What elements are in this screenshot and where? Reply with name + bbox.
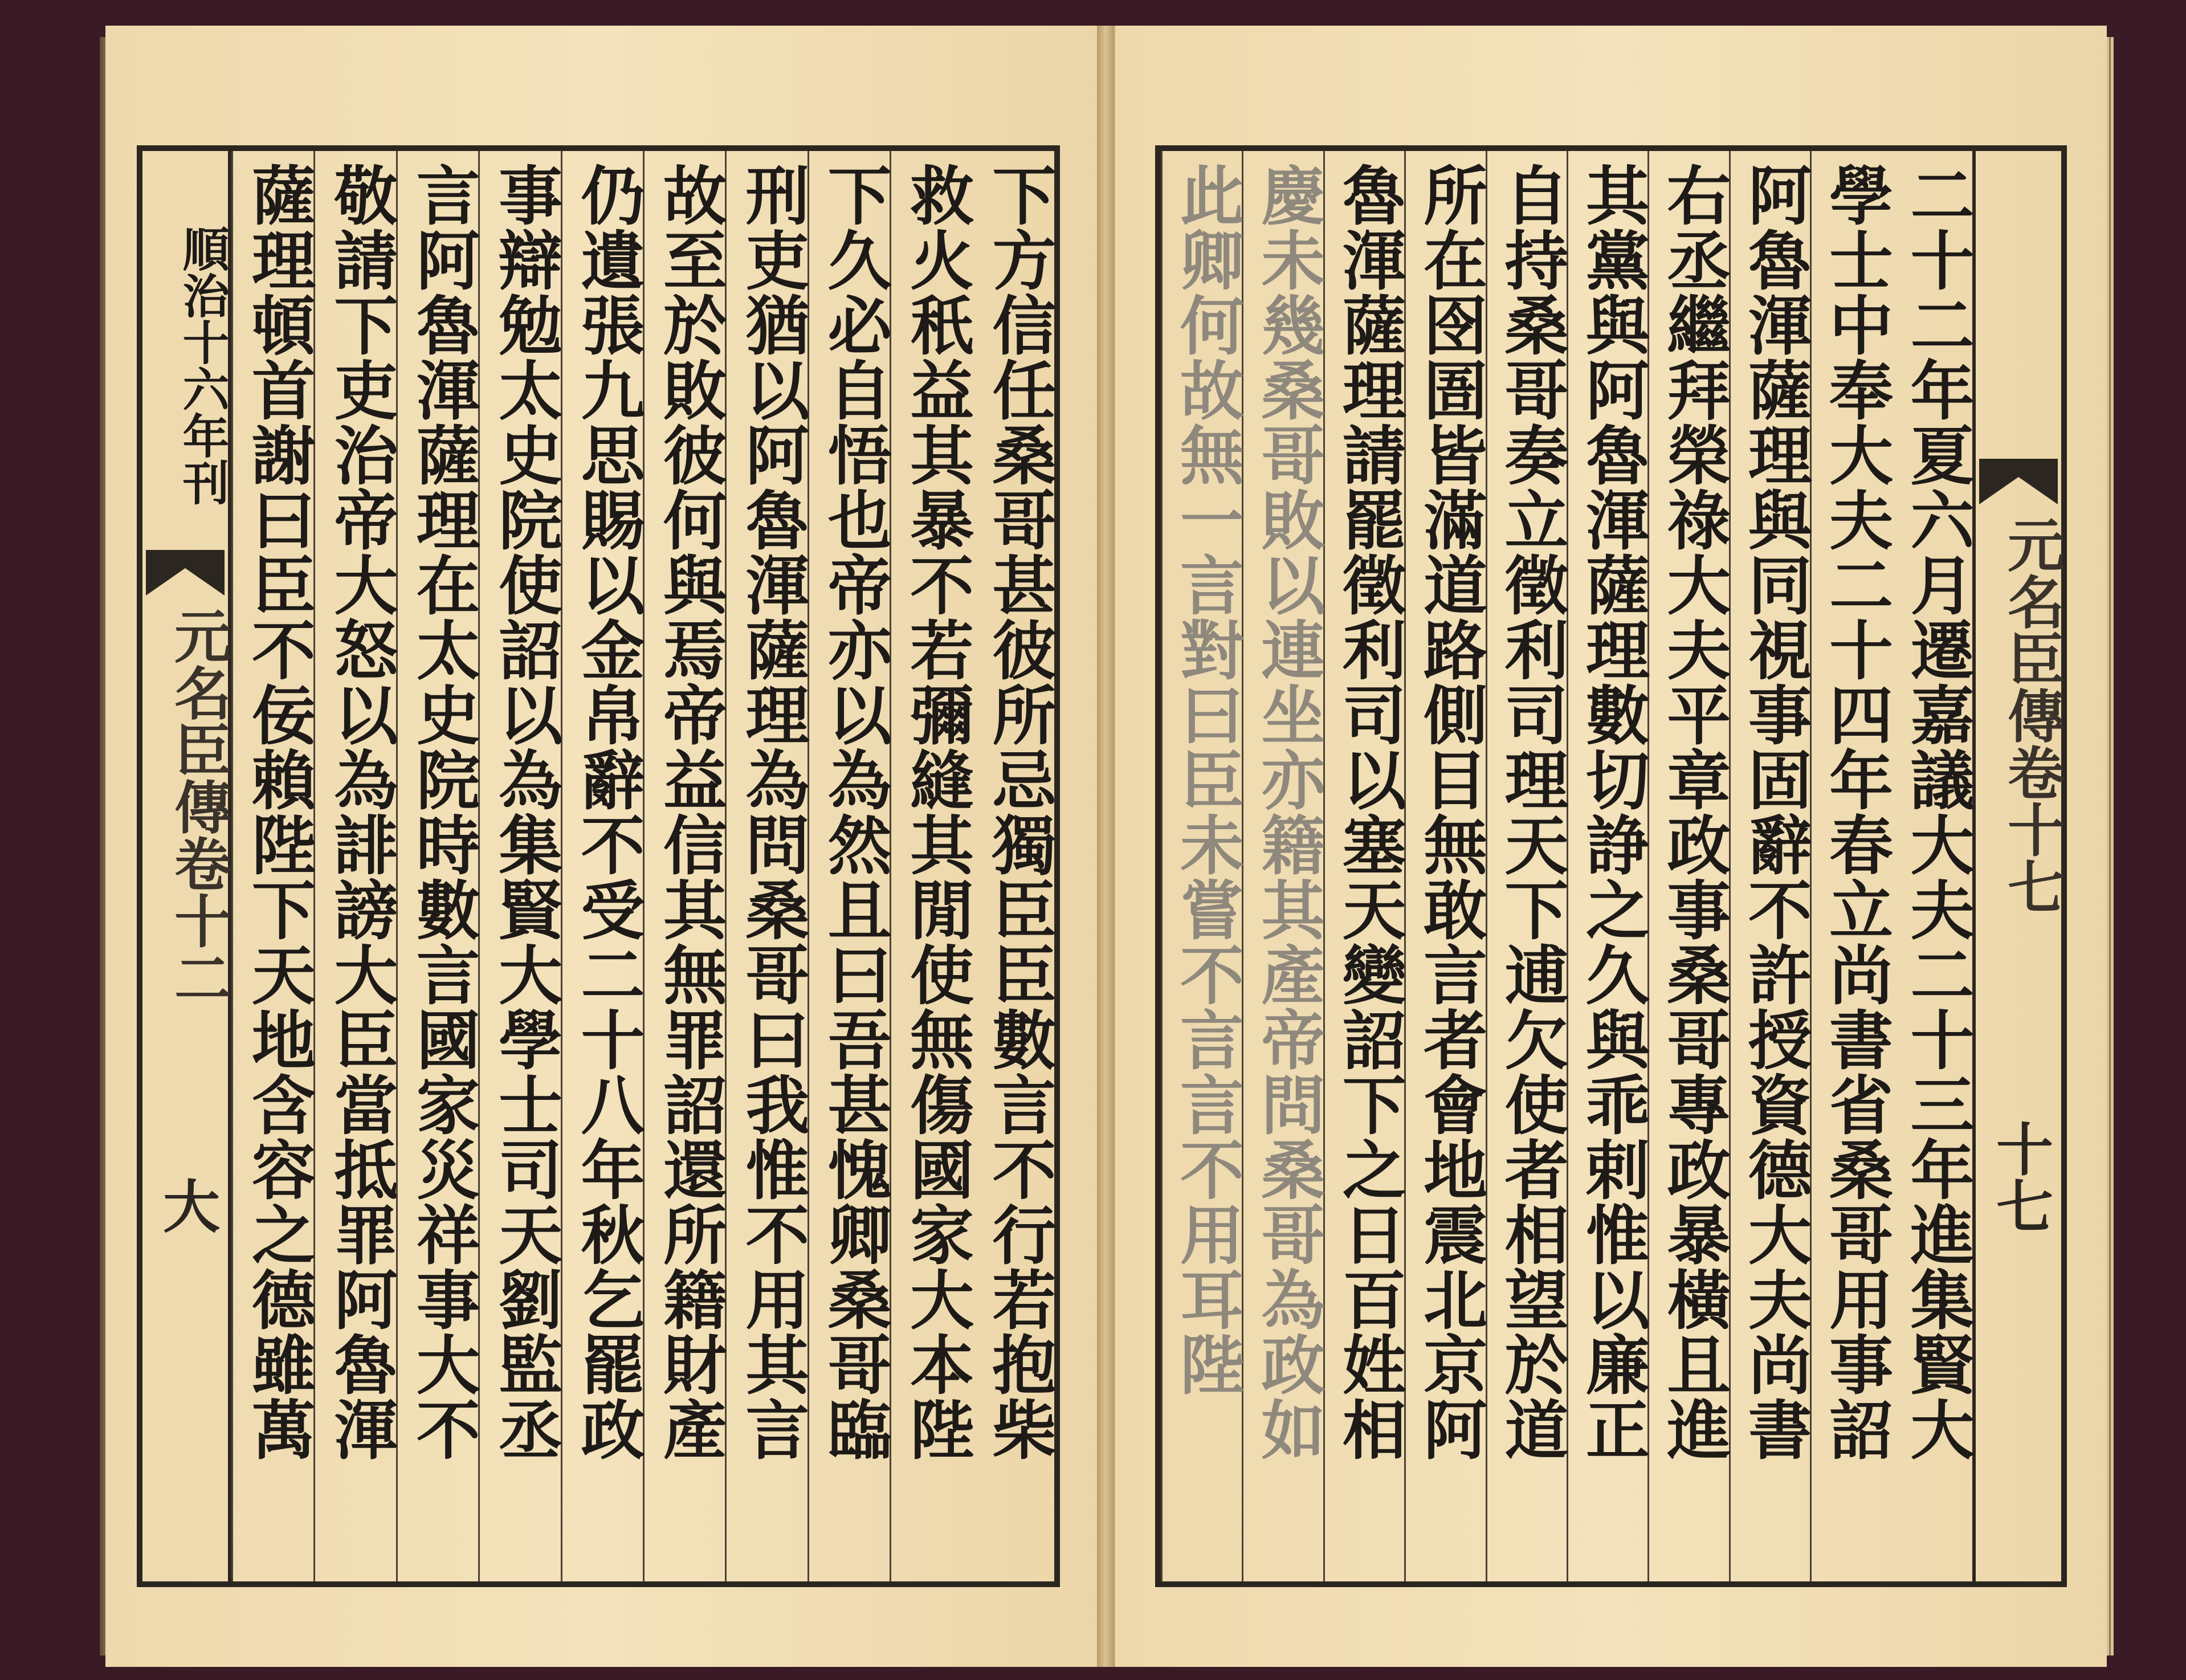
right-margin-strip — [1972, 151, 2065, 1581]
text-column: 其黨與阿魯渾薩理數切諍之久與乖剌惟以廉正 — [1567, 151, 1647, 1581]
text-column: 阿魯渾薩理與同視事固辭不許授資德大夫尚書 — [1729, 151, 1810, 1581]
page-number: 大 — [153, 1177, 221, 1234]
print-date-footer: 順治十六年刊 — [175, 225, 230, 505]
left-margin-strip — [142, 151, 231, 1581]
text-column: 二十二年夏六月遷嘉議大夫二十三年進集賢大 — [1900, 162, 1975, 1462]
open-book — [105, 26, 2106, 1667]
fishtail-mark — [1979, 459, 2058, 504]
text-column: 言阿魯渾薩理在太史院時數言國家災祥事大不 — [396, 151, 478, 1581]
right-page — [1114, 26, 2107, 1667]
left-page — [105, 26, 1098, 1667]
text-column: 救火秖益其暴不若彌縫其閒使無傷國家大本陛 — [890, 151, 972, 1581]
text-column: 薩理頓首謝曰臣不佞賴陛下天地含容之德雖萬 — [231, 151, 313, 1581]
text-column: 故至於敗彼何與焉帝益信其無罪詔還所籍財產 — [643, 151, 725, 1581]
right-page-frame — [1155, 145, 2067, 1587]
text-column: 所在囹圄皆滿道路側目無敢言者會地震北京阿 — [1404, 151, 1485, 1581]
text-column: 此卿何故無一言對曰臣未嘗不言言不用耳陛 — [1161, 151, 1242, 1581]
left-page-frame — [137, 145, 1060, 1587]
text-column: 下方信任桑哥甚彼所忌獨臣臣數言不行若抱柴 — [982, 162, 1057, 1462]
page-number: 十七 — [1987, 1120, 2054, 1234]
text-column: 敬請下吏治帝大怒以為誹謗大臣當抵罪阿魯渾 — [313, 151, 395, 1581]
text-column: 魯渾薩理請罷徵利司以塞天變詔下之日百姓相 — [1323, 151, 1404, 1581]
text-column: 刑吏猶以阿魯渾薩理為問桑哥曰我惟不用其言 — [725, 151, 807, 1581]
text-column: 下久必自悟也帝亦以為然且曰吾甚愧卿桑哥臨 — [807, 151, 890, 1581]
text-column: 學士中奉大夫二十四年春立尚書省桑哥用事詔 — [1810, 151, 1891, 1581]
book-gutter — [1097, 26, 1114, 1667]
text-column: 事辯勉太史院使詔以為集賢大學士司天劉監丞 — [478, 151, 560, 1581]
right-text-area — [1161, 151, 1975, 1581]
text-column: 慶未幾桑哥敗以連坐亦籍其產帝問桑哥為政如 — [1242, 151, 1323, 1581]
text-column: 自持桑哥奏立徵利司理天下逋欠使者相望於道 — [1486, 151, 1567, 1581]
fishtail-mark — [146, 550, 225, 596]
spine-title: 元名臣傳卷十七 — [1998, 516, 2065, 915]
spine-title: 元名臣傳卷十二 — [165, 607, 232, 1006]
text-column: 仍遺張九思賜以金帛辭不受二十八年秋乞罷政 — [561, 151, 643, 1581]
text-column: 右丞繼拜榮祿大夫平章政事桑哥專政暴橫且進 — [1647, 151, 1728, 1581]
left-text-area — [231, 151, 1057, 1581]
